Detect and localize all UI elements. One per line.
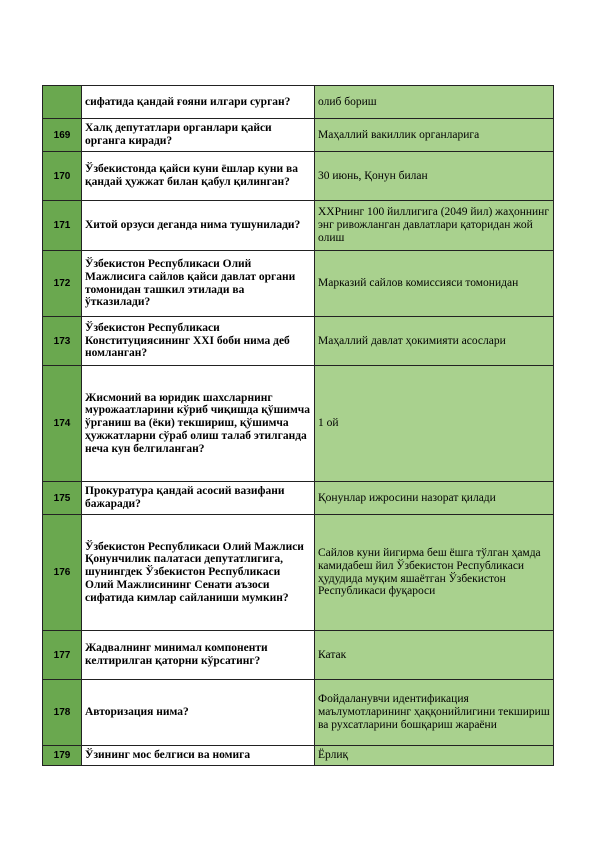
answer-cell: 30 июнь, Қонун билан [315, 152, 554, 201]
table-row [43, 631, 554, 680]
row-number: 175 [43, 482, 82, 515]
table-row [43, 366, 554, 482]
row-number: 174 [43, 366, 82, 482]
answer-cell: Қонунлар ижросини назорат қилади [315, 482, 554, 515]
row-number: 172 [43, 251, 82, 317]
table-row [43, 86, 554, 119]
table-row [43, 152, 554, 201]
answer-cell: олиб бориш [315, 86, 554, 119]
row-number: 169 [43, 119, 82, 152]
question-cell: Авторизация нима? [82, 680, 315, 746]
question-cell: Ўзбекистон Республикаси Олий Мажлисига сайлов қайси давлат органи томонидан ташкил этилади ва ўтказилади? [82, 251, 315, 317]
row-number: 170 [43, 152, 82, 201]
table-row [43, 746, 554, 766]
question-cell: Жисмоний ва юридик шахсларнинг мурожаатларини кўриб чиқишда қўшимча ўрганиш ва (ёки) текшириш, қўшимча ҳужжатларни сўраб олиш талаб этилганда неча кун белгиланган? [82, 366, 315, 482]
row-number: 177 [43, 631, 82, 680]
row-number: 179 [43, 746, 82, 766]
row-number: 173 [43, 317, 82, 366]
table-row [43, 119, 554, 152]
table-row [43, 482, 554, 515]
question-cell: Ўзбекистонда қайси куни ёшлар куни ва қандай ҳужжат билан қабул қилинган? [82, 152, 315, 201]
answer-cell: Сайлов куни йигирма беш ёшга тўлган ҳамда камидабеш йил Ўзбекистон Республикаси ҳудудида муқим яшаётган Ўзбекистон Республикаси фуқароси [315, 515, 554, 631]
table-row [43, 201, 554, 251]
question-cell: Ўзбекистон Республикаси Конституциясининг XXI боби нима деб номланган? [82, 317, 315, 366]
table-row [43, 251, 554, 317]
row-number: 171 [43, 201, 82, 251]
answer-cell: Марказий сайлов комиссияси томонидан [315, 251, 554, 317]
answer-cell: ХХРнинг 100 йиллигига (2049 йил) жаҳоннинг энг ривожланган давлатлари қаторидан жой олиш [315, 201, 554, 251]
row-number: 176 [43, 515, 82, 631]
row-number [43, 86, 82, 119]
question-cell: Жадвалнинг минимал компоненти келтирилган қаторни кўрсатинг? [82, 631, 315, 680]
row-number: 178 [43, 680, 82, 746]
answer-cell: Маҳаллий вакиллик органларига [315, 119, 554, 152]
table-row [43, 317, 554, 366]
qa-table [42, 85, 554, 766]
question-cell: Прокуратура қандай асосий вазифани бажаради? [82, 482, 315, 515]
question-cell: сифатида қандай ғояни илгари сурган? [82, 86, 315, 119]
answer-cell: Фойдаланувчи идентификация маълумотларининг ҳаққонийлигини текшириш ва рухсатларини бошқариш жараёни [315, 680, 554, 746]
question-cell: Ўзининг мос белгиси ва номига [82, 746, 315, 766]
question-cell: Ўзбекистон Республикаси Олий Мажлиси Қонунчилик палатаси депутатлигига, шунингдек Ўзбекистон Республикаси Олий Мажлисининг Сенати аъзоси сифатида кимлар сайланиши мумкин? [82, 515, 315, 631]
table-row [43, 680, 554, 746]
answer-cell: Ёрлиқ [315, 746, 554, 766]
answer-cell: 1 ой [315, 366, 554, 482]
question-cell: Хитой орзуси деганда нима тушунилади? [82, 201, 315, 251]
question-cell: Халқ депутатлари органлари қайси органга киради? [82, 119, 315, 152]
answer-cell: Катак [315, 631, 554, 680]
table-row [43, 515, 554, 631]
answer-cell: Маҳаллий давлат ҳокимияти асослари [315, 317, 554, 366]
